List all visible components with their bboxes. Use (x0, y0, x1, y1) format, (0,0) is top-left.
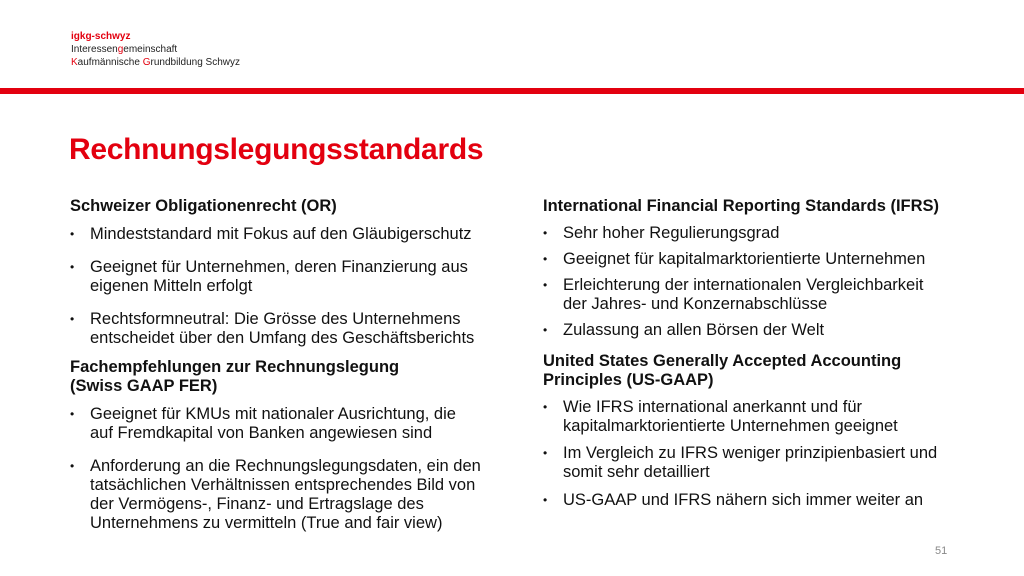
header-divider (0, 88, 1024, 94)
bullet-dot-icon: • (70, 312, 75, 326)
bullet-dot-icon: • (70, 260, 75, 274)
bullet-item (70, 310, 515, 348)
bullet-list (543, 224, 973, 340)
bullet-item (543, 398, 973, 436)
bullet-dot-icon: • (543, 226, 548, 240)
bullet-text-line: der Jahres- und Konzernabschlüsse (563, 295, 828, 313)
bullet-text-line: der Vermögens-, Finanz- und Ertragslage des (90, 495, 424, 513)
bullet-item (70, 225, 515, 244)
bullet-text-line: Unternehmens zu vermitteln (True and fair view) (90, 514, 443, 532)
bullet-dot-icon: • (543, 493, 548, 507)
bullet-text-line: Im Vergleich zu IFRS weniger prinzipienbasiert und (563, 444, 938, 462)
slide-number: 51 (935, 545, 948, 557)
bullet-text-line: tatsächlichen Verhältnissen entsprechendes Bild von (90, 476, 476, 494)
bullet-text-line: Rechtsformneutral: Die Grösse des Unternehmens (90, 310, 461, 328)
heading-line: Fachempfehlungen zur Rechnungslegung (70, 358, 400, 376)
right-column (543, 197, 973, 510)
bullet-dot-icon: • (543, 400, 548, 414)
bullet-dot-icon: • (543, 446, 548, 460)
bullet-text-line: Zulassung an allen Börsen der Welt (563, 321, 825, 339)
bullet-item (70, 405, 515, 443)
bullet-item (543, 491, 973, 510)
section-heading (543, 197, 973, 216)
bullet-dot-icon: • (70, 459, 75, 473)
bullet-text-line: auf Fremdkapital von Banken angewiesen sind (90, 424, 433, 442)
section (543, 197, 973, 340)
left-column (70, 197, 515, 533)
bullet-text-line: US-GAAP und IFRS nähern sich immer weiter an (563, 491, 924, 509)
heading-line: (Swiss GAAP FER) (70, 377, 218, 395)
section (70, 358, 515, 533)
bullet-item (70, 457, 515, 533)
bullet-text-line: Geeignet für KMUs mit nationaler Ausrichtung, die (90, 405, 456, 423)
bullet-text-line: kapitalmarktorientierte Unternehmen geeignet (563, 417, 898, 435)
heading-line: International Financial Reporting Standards (IFRS) (543, 197, 940, 215)
heading-line: Principles (US-GAAP) (543, 371, 714, 389)
bullet-item (543, 276, 973, 314)
bullet-dot-icon: • (70, 407, 75, 421)
logo-line-2: Interessengemeinschaft (71, 44, 178, 55)
section-heading (70, 197, 515, 216)
bullet-dot-icon: • (70, 227, 75, 241)
bullet-list (70, 225, 515, 348)
bullet-item (70, 258, 515, 296)
section-heading (543, 352, 973, 390)
bullet-text-line: Mindeststandard mit Fokus auf den Gläubigerschutz (90, 225, 472, 243)
bullet-text-line: eigenen Mitteln erfolgt (90, 277, 253, 295)
bullet-dot-icon: • (543, 323, 548, 337)
bullet-text-line: somit sehr detailliert (563, 463, 710, 481)
bullet-list (543, 398, 973, 510)
section-heading (70, 358, 515, 396)
logo-brand: igkg-schwyz (71, 31, 131, 42)
slide-title: Rechnungslegungsstandards (69, 133, 484, 166)
heading-line: United States Generally Accepted Accounting (543, 352, 902, 370)
logo-line-3: Kaufmännische Grundbildung Schwyz (71, 57, 240, 68)
bullet-dot-icon: • (543, 278, 548, 292)
section (543, 352, 973, 510)
heading-line: Schweizer Obligationenrecht (OR) (70, 197, 337, 215)
bullet-text-line: Anforderung an die Rechnungslegungsdaten, ein den (90, 457, 481, 475)
bullet-text-line: entscheidet über den Umfang des Geschäftsberichts (90, 329, 475, 347)
section (70, 197, 515, 348)
bullet-item (543, 321, 973, 340)
bullet-text-line: Erleichterung der internationalen Vergleichbarkeit (563, 276, 924, 294)
bullet-list (70, 405, 515, 533)
logo (71, 30, 240, 69)
bullet-text-line: Wie IFRS international anerkannt und für (563, 398, 862, 416)
bullet-text-line: Geeignet für Unternehmen, deren Finanzierung aus (90, 258, 468, 276)
bullet-text-line: Geeignet für kapitalmarktorientierte Unternehmen (563, 250, 926, 268)
bullet-item (543, 250, 973, 269)
bullet-item (543, 224, 973, 243)
bullet-dot-icon: • (543, 252, 548, 266)
bullet-text-line: Sehr hoher Regulierungsgrad (563, 224, 780, 242)
bullet-item (543, 444, 973, 482)
